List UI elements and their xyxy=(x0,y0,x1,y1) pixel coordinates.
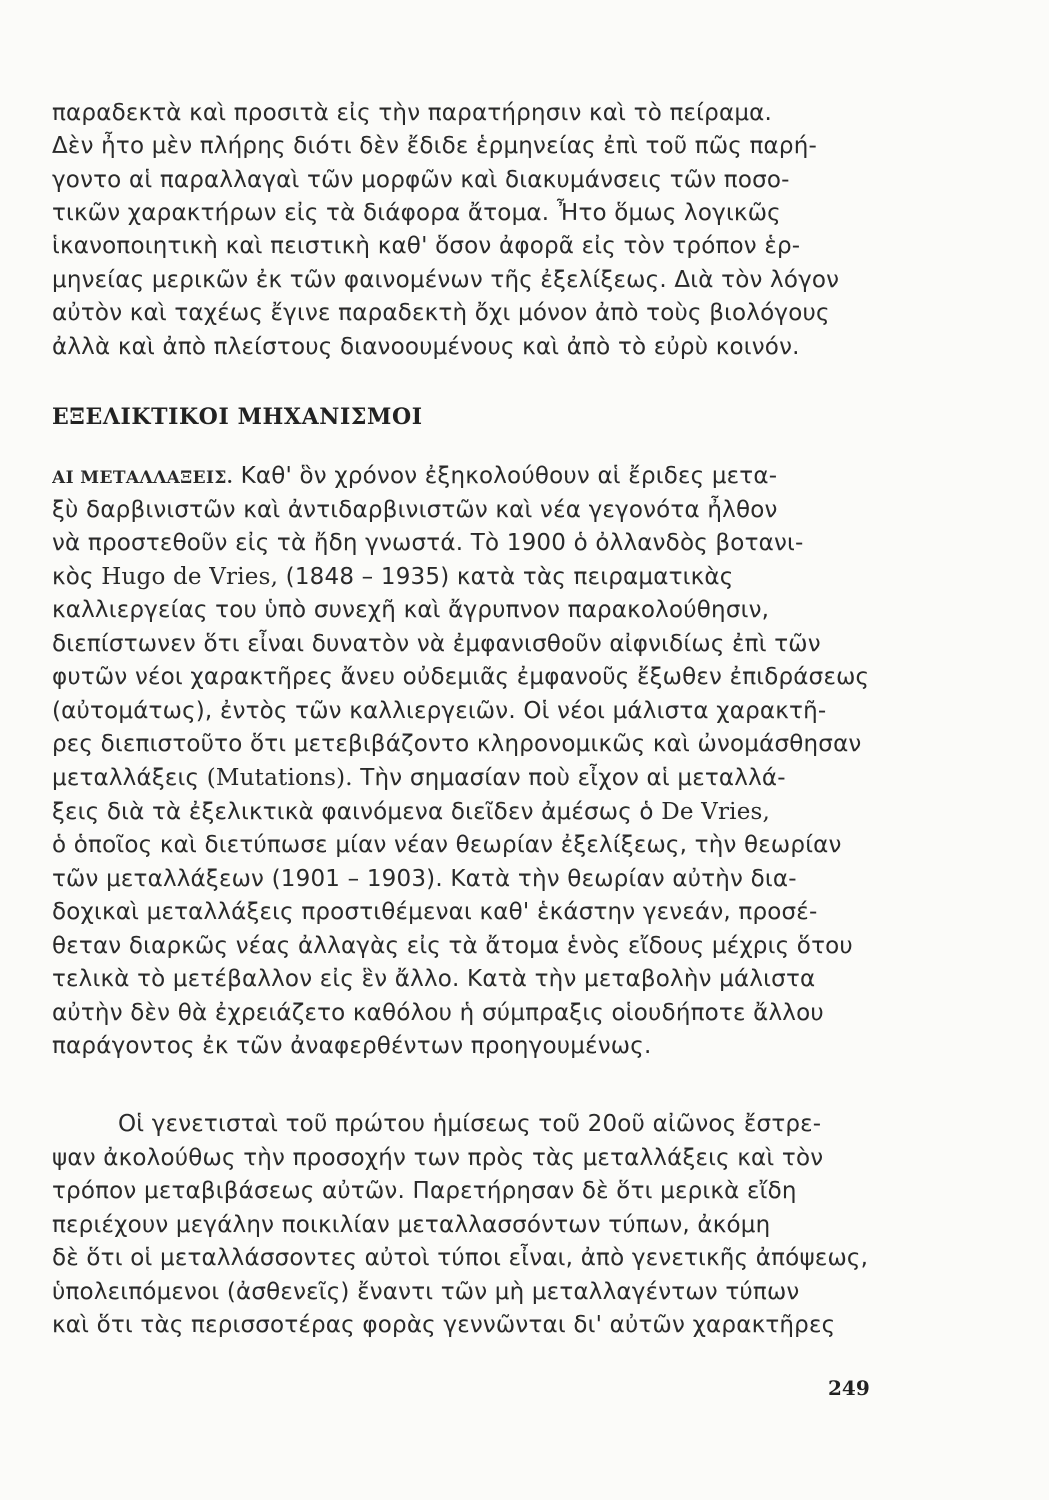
text-line: ἀλλὰ καὶ ἀπὸ πλείστους διανοουμένους καὶ ἀπὸ τὸ εὐρὺ κοινόν. xyxy=(52,334,800,360)
text-span: Τὴν σημασίαν ποὺ εἶχον αἱ μεταλλά- xyxy=(352,765,786,791)
text-span: Καθ' ὃν χρόνον ἐξηκολούθουν αἱ ἔριδες μετα- xyxy=(233,463,778,489)
text-line: καλλιεργείας του ὑπὸ συνεχῆ καὶ ἄγρυπνον παρακολούθησιν, xyxy=(52,597,770,623)
latin-name: Hugo de Vries, xyxy=(101,564,279,590)
text-line: θεταν διαρκῶς νέας ἀλλαγὰς εἰς τὰ ἄτομα ἑνὸς εἴδους μέχρις ὅτου xyxy=(52,933,853,959)
text-line xyxy=(52,797,882,828)
page-number: 249 xyxy=(828,1376,870,1400)
text-line: φυτῶν νέοι χαρακτῆρες ἄνευ οὐδεμιᾶς ἐμφανοῦς ἔξωθεν ἐπιδράσεως xyxy=(52,664,870,690)
text-line: ὁ ὁποῖος καὶ διετύπωσε μίαν νέαν θεωρίαν ἐξελίξεως, τὴν θεωρίαν xyxy=(52,832,842,858)
text-line: καὶ ὅτι τὰς περισσοτέρας φορὰς γεννῶνται δι' αὐτῶν χαρακτῆρες xyxy=(52,1312,836,1338)
text-line: ξὺ δαρβινιστῶν καὶ ἀντιδαρβινιστῶν καὶ νέα γεγονότα ἦλθον xyxy=(52,497,778,523)
subsection-heading: ΑΙ ΜΕΤΑΛΛΑΞΕΙΣ. xyxy=(52,468,234,488)
text-line: ρες διεπιστοῦτο ὅτι μετεβιβάζοντο κληρονομικῶς καὶ ὠνομάσθησαν xyxy=(52,731,862,757)
text-line: αὐτὸν καὶ ταχέως ἔγινε παραδεκτὴ ὄχι μόνον ἀπὸ τοὺς βιολόγους xyxy=(52,300,830,326)
text-line: περιέχουν μεγάλην ποικιλίαν μεταλλασσόντων τύπων, ἀκόμη xyxy=(52,1212,771,1238)
text-span: (1848 – 1935) κατὰ τὰς πειραματικὰς xyxy=(278,564,734,590)
text-line: (αὐτομάτως), ἐντὸς τῶν καλλιεργειῶν. Οἱ νέοι μάλιστα χαρακτῆ- xyxy=(52,698,827,724)
text-line: Οἱ γενετισταὶ τοῦ πρώτου ἡμίσεως τοῦ 20οῦ αἰῶνος ἔστρε- xyxy=(118,1111,822,1137)
text-line: παράγοντος ἐκ τῶν ἀναφερθέντων προηγουμένως. xyxy=(52,1033,652,1059)
latin-term: (Mutations). xyxy=(206,765,353,791)
text-span: κὸς xyxy=(52,564,102,590)
text-line: ὑπολειπόμενοι (ἀσθενεῖς) ἔναντι τῶν μὴ μεταλλαγέντων τύπων xyxy=(52,1279,800,1305)
latin-name: De Vries, xyxy=(661,799,771,825)
text-line: τικῶν χαρακτήρων εἰς τὰ διάφορα ἄτομα. Ἦτο ὅμως λογικῶς xyxy=(52,200,781,226)
text-line: τῶν μεταλλάξεων (1901 – 1903). Κατὰ τὴν θεωρίαν αὐτὴν δια- xyxy=(52,866,797,892)
text-line: ψαν ἀκολούθως τὴν προσοχήν των πρὸς τὰς μεταλλάξεις καὶ τὸν xyxy=(52,1145,824,1171)
text-line xyxy=(52,763,882,794)
text-line: τρόπον μεταβιβάσεως αὐτῶν. Παρετήρησαν δὲ ὅτι μερικὰ εἴδη xyxy=(52,1178,797,1204)
text-line: γοντο αἱ παραλλαγαὶ τῶν μορφῶν καὶ διακυμάνσεις τῶν ποσο- xyxy=(52,167,790,193)
text-line: Δὲν ἦτο μὲν πλήρης διότι δὲν ἔδιδε ἑρμηνείας ἐπὶ τοῦ πῶς παρή- xyxy=(52,133,817,159)
text-line: νὰ προστεθοῦν εἰς τὰ ἤδη γνωστά. Τὸ 1900 ὁ ὀλλανδὸς βοτανι- xyxy=(52,530,804,556)
text-line: δὲ ὅτι οἱ μεταλλάσσοντες αὐτοὶ τύποι εἶναι, ἀπὸ γενετικῆς ἀπόψεως, xyxy=(52,1245,869,1271)
text-span: ξεις διὰ τὰ ἐξελικτικὰ φαινόμενα διεῖδεν ἀμέσως ὁ xyxy=(52,799,662,825)
section-heading: ΕΞΕΛΙΚΤΙΚΟΙ ΜΗΧΑΝΙΣΜΟΙ xyxy=(52,404,423,430)
text-line: παραδεκτὰ καὶ προσιτὰ εἰς τὴν παρατήρησιν καὶ τὸ πείραμα. xyxy=(52,100,773,126)
text-line: δοχικαὶ μεταλλάξεις προστιθέμεναι καθ' ἑκάστην γενεάν, προσέ- xyxy=(52,899,818,925)
text-line: ἱκανοποιητικὴ καὶ πειστικὴ καθ' ὅσον ἀφορᾶ εἰς τὸν τρόπον ἑρ- xyxy=(52,233,801,259)
text-line xyxy=(52,461,882,494)
text-line xyxy=(52,562,882,593)
text-line: διεπίστωνεν ὅτι εἶναι δυνατὸν νὰ ἐμφανισθοῦν αἰφνιδίως ἐπὶ τῶν xyxy=(52,631,821,657)
text-line: αὐτὴν δὲν θὰ ἐχρειάζετο καθόλου ἡ σύμπραξις οἱουδήποτε ἄλλου xyxy=(52,1000,824,1026)
text-line: μηνείας μερικῶν ἐκ τῶν φαινομένων τῆς ἐξελίξεως. Διὰ τὸν λόγον xyxy=(52,267,840,293)
text-line: τελικὰ τὸ μετέβαλλον εἰς ἓν ἄλλο. Κατὰ τὴν μεταβολὴν μάλιστα xyxy=(52,966,816,992)
text-span: μεταλλάξεις xyxy=(52,765,207,791)
